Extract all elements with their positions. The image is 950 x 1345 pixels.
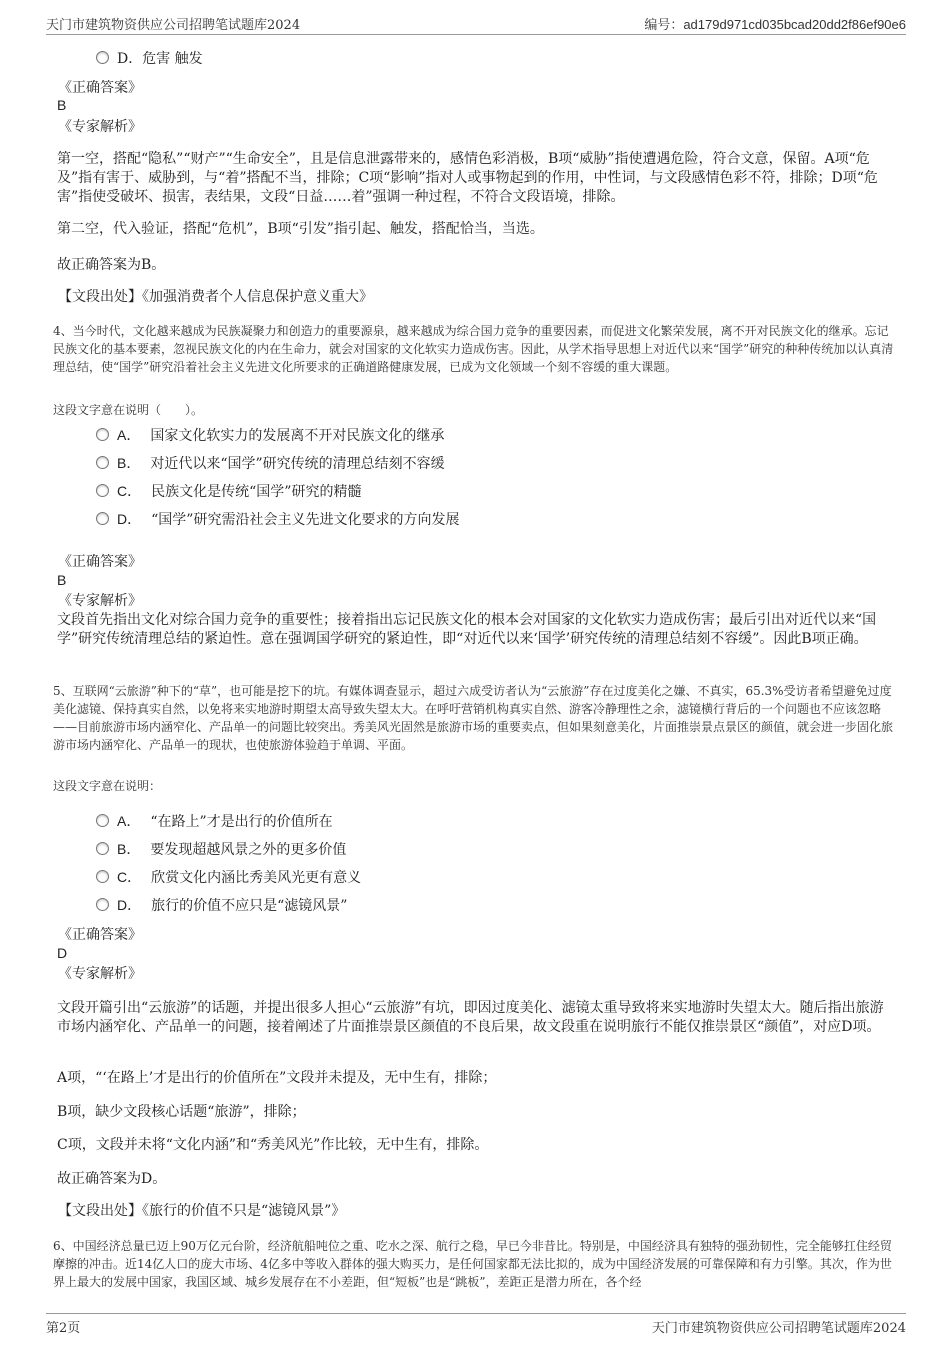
q4-answer-label: 《正确答案》 (58, 554, 142, 570)
q5-option-c[interactable]: C． 欣赏文化内涵比秀美风光更有意义 (96, 867, 361, 887)
radio-icon[interactable] (96, 456, 109, 469)
q5-analysis-p1: 文段开篇引出“云旅游”的话题，并提出很多人担心“云旅游”有坑，即因过度美化、滤镜太重导致将来实地游时失望太大。随后指出旅游市场内涵窄化、产品单一的问题，接着阐述了片面推崇景区颜值的不良后果，故文段重在说明旅行不能仅推崇景区“颜值”，对应D项。 (57, 1000, 884, 1035)
q5-analysis-label: 《专家解析》 (58, 966, 142, 982)
q4-answer: B (57, 572, 67, 588)
q4-prompt: 这段文字意在说明（ ）。 (53, 403, 204, 417)
q4-option-c[interactable]: C． 民族文化是传统“国学”研究的精髓 (96, 481, 361, 501)
document-id: 编号：ad179d971cd035bcad20dd2f86ef90e6 (644, 17, 906, 32)
q6-stem: 6、中国经济总量已迈上90万亿元台阶，经济航船吨位之重、吃水之深、航行之稳，早已今非昔比。特别是，中国经济具有独特的强劲韧性，完全能够扛住经贸摩擦的冲击。近14亿人口的庞大市场、4亿多中等收入群体的强大购买力，是任何国家都无法比拟的，成为中国经济发展的可靠保障和有力引擎。其次，作为世界上最大的发展中国家，我国区域、城乡发展存在不小差距，但“短板”也是“跳板”，差距正是潜力所在，各个经 (53, 1239, 892, 1289)
q4-option-b[interactable]: B． 对近代以来“国学”研究传统的清理总结刻不容缓 (96, 453, 445, 473)
q5-prompt: 这段文字意在说明： (53, 779, 162, 793)
q3-answer: B (57, 97, 67, 113)
q5-option-b[interactable]: B． 要发现超越风景之外的更多价值 (96, 839, 346, 859)
radio-icon[interactable] (96, 814, 109, 827)
q5-analysis-p3: B项，缺少文段核心话题“旅游”，排除； (57, 1104, 306, 1120)
q3-source: 【文段出处】《加强消费者个人信息保护意义重大》 (58, 289, 373, 305)
q5-stem: 5、互联网“云旅游”种下的“草”，也可能是挖下的坑。有媒体调查显示，超过六成受访者认为“云旅游”存在过度美化之嫌、不真实，65.3%受访者希望避免过度美化滤镜、保持真实自然，以免将来实地游时期望太高导致失望太大。在呼吁营销机构真实自然、游客冷静理性之余，滤镜横行背后的一个问题也不应该忽略——目前旅游市场内涵窄化、产品单一的问题比较突出。秀美风光固然是旅游市场的重要卖点，但如果刻意美化，片面推崇景点景区的颜值，就会进一步固化旅游市场内涵窄化、产品单一的现状，也使旅游体验趋于单调、平面。 (53, 684, 894, 752)
q3-analysis-label: 《专家解析》 (58, 119, 142, 135)
q3-analysis-p3: 故正确答案为B。 (57, 257, 166, 273)
q3-answer-label: 《正确答案》 (58, 80, 142, 96)
q4-analysis-label: 《专家解析》 (58, 593, 142, 609)
page-number: 第2页 (46, 1321, 81, 1336)
q5-option-a[interactable]: A． “在路上”才是出行的价值所在 (96, 811, 333, 831)
page-footer (46, 1313, 906, 1336)
q5-analysis-p4: C项，文段并未将“文化内涵”和“秀美风光”作比较，无中生有，排除。 (57, 1137, 489, 1153)
q4-option-d[interactable]: D． “国学”研究需沿社会主义先进文化要求的方向发展 (96, 509, 459, 529)
page-header (46, 14, 906, 35)
q5-analysis-p2: A项，“‘在路上’才是出行的价值所在”文段并未提及，无中生有，排除； (57, 1070, 497, 1086)
radio-icon[interactable] (96, 51, 109, 64)
q5-option-d[interactable]: D． 旅行的价值不应只是“滤镜风景” (96, 895, 347, 915)
q3-analysis-p1: 第一空，搭配“隐私”“财产”“生命安全”，且是信息泄露带来的，感情色彩消极，B项“威胁”指使遭遇危险，符合文意，保留。A项“危及”指有害于、威胁到，与“着”搭配不当，排除；C项“影响”指对人或事物起到的作用，中性词，与文段感情色彩不符，排除；D项“危害”指使受破坏、损害，表结果，文段“日益……着”强调一种过程，不符合文段语境，排除。 (57, 151, 878, 205)
q5-analysis-p5: 故正确答案为D。 (57, 1171, 167, 1187)
header-title: 天门市建筑物资供应公司招聘笔试题库2024 (46, 18, 301, 33)
radio-icon[interactable] (96, 842, 109, 855)
radio-icon[interactable] (96, 898, 109, 911)
q4-stem: 4、当今时代，文化越来越成为民族凝聚力和创造力的重要源泉，越来越成为综合国力竞争的重要因素，而促进文化繁荣发展，离不开对民族文化的继承。忘记民族文化的基本要素，忽视民族文化的内在生命力，就会对国家的文化软实力造成伤害。因此，从学术指导思想上对近代以来“国学”研究的种种传统加以认真清理总结，使“国学”研究沿着社会主义先进文化所要求的正确道路健康发展，已成为文化领域一个刻不容缓的重大课题。 (53, 324, 894, 374)
q5-answer: D (57, 945, 68, 961)
q3-analysis-p2: 第二空，代入验证，搭配“危机”，B项“引发”指引起、触发，搭配恰当，当选。 (57, 221, 544, 237)
q5-source: 【文段出处】《旅行的价值不只是“滤镜风景”》 (58, 1203, 346, 1219)
q4-analysis: 文段首先指出文化对综合国力竞争的重要性；接着指出忘记民族文化的根本会对国家的文化软实力造成伤害；最后引出对近代以来“国学”研究传统清理总结的紧迫性。意在强调国学研究的紧迫性，即“对近代以来‘国学’研究传统的清理总结刻不容缓”。因此B项正确。 (57, 612, 877, 647)
radio-icon[interactable] (96, 484, 109, 497)
radio-icon[interactable] (96, 870, 109, 883)
q5-answer-label: 《正确答案》 (58, 927, 142, 943)
radio-icon[interactable] (96, 428, 109, 441)
radio-icon[interactable] (96, 512, 109, 525)
q3-option-d[interactable]: D．危害 触发 (96, 48, 203, 68)
q4-option-a[interactable]: A． 国家文化软实力的发展离不开对民族文化的继承 (96, 425, 444, 445)
footer-title: 天门市建筑物资供应公司招聘笔试题库2024 (651, 1321, 906, 1336)
